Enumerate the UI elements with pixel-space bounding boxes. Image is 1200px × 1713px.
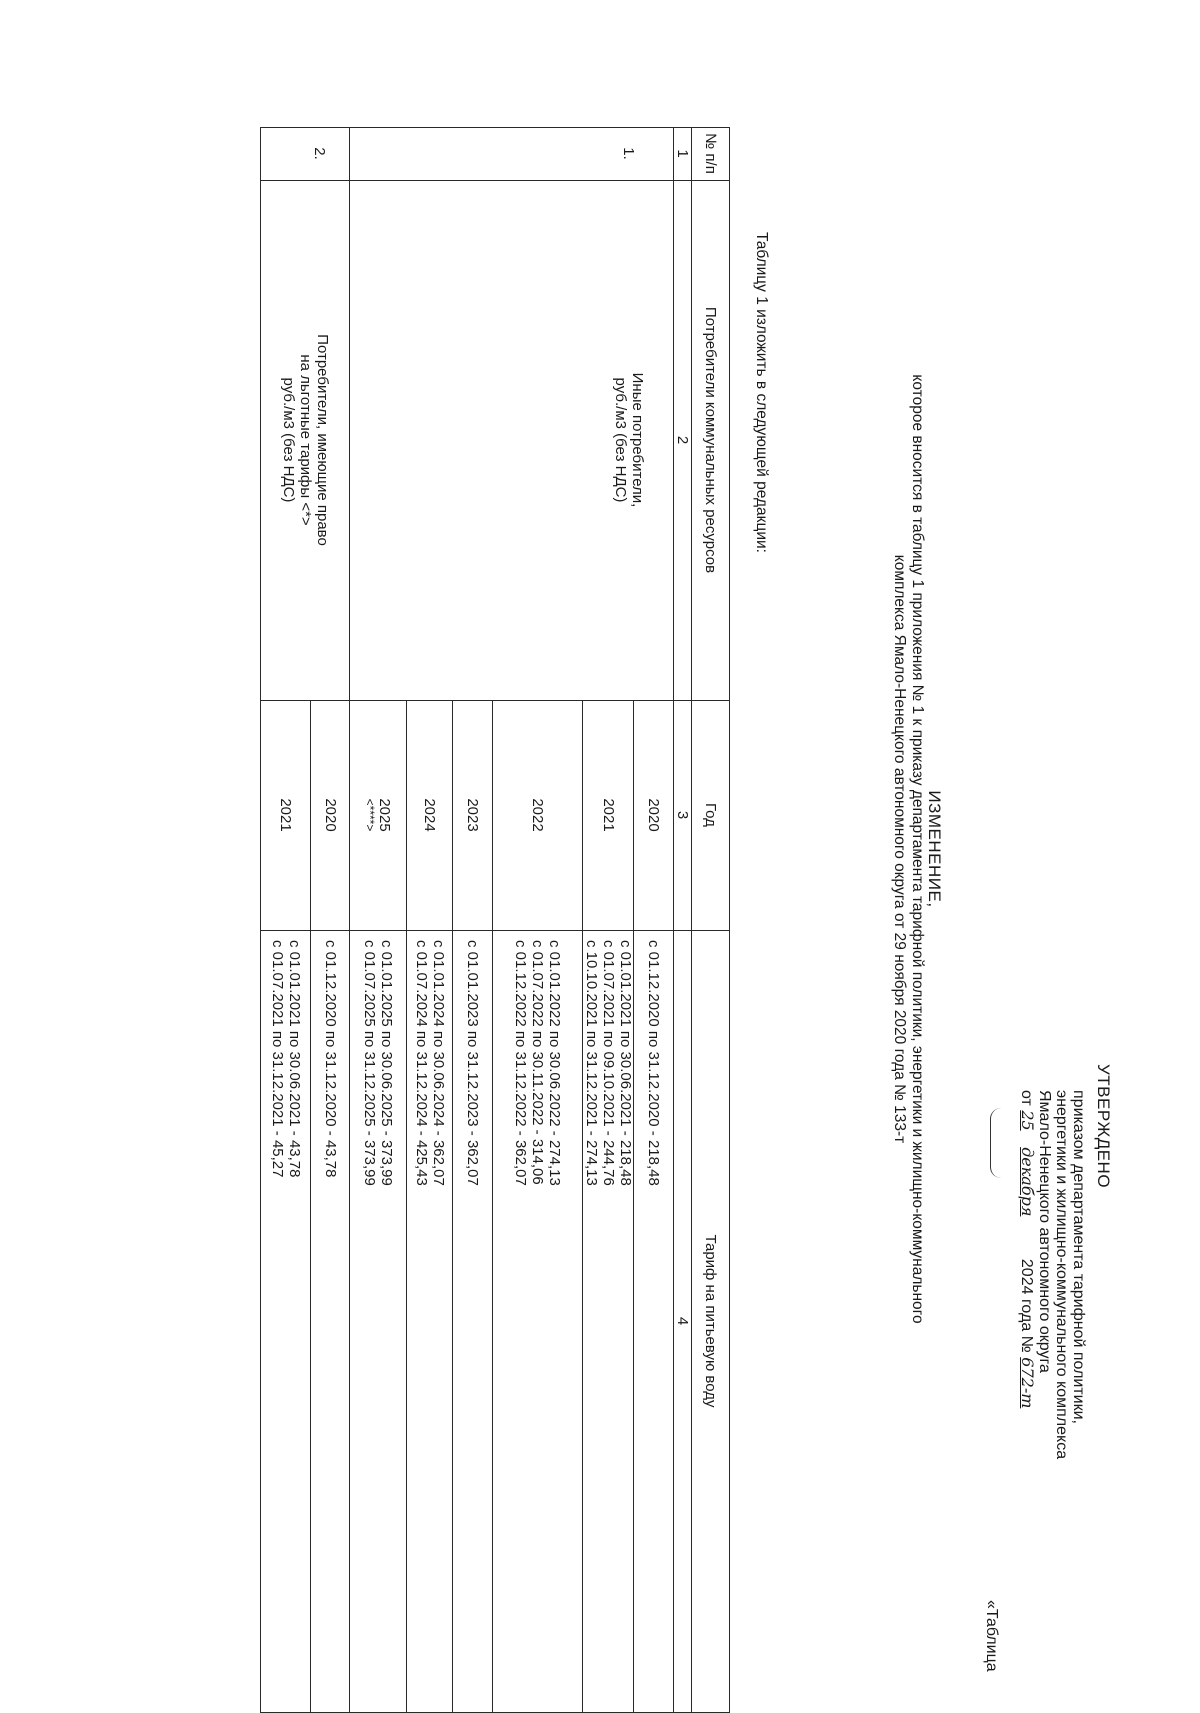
group-2-num: 2.	[311, 147, 329, 160]
table-row-year: 2020	[322, 798, 339, 832]
date-month: декабря	[1018, 1147, 1037, 1217]
header-year: Год	[702, 803, 720, 827]
table-row-tariff	[634, 940, 674, 1710]
tariff-line: с 01.12.2020 по 31.12.2020 - 43,78	[322, 940, 339, 1178]
group-1-label-line-1: Иные потребители,	[629, 372, 646, 508]
tariff-line: с 01.12.2022 по 31.12.2022 - 362,07	[512, 940, 530, 1186]
tariff-line: с 01.07.2021 по 31.12.2021 - 45,27	[269, 940, 286, 1178]
table-row-tariff	[407, 940, 453, 1710]
col-number-4: 4	[674, 1316, 692, 1326]
group-2-label	[261, 180, 350, 700]
approval-line-3: Ямало-Ненецкого автономного округа	[1036, 1090, 1053, 1373]
table-row-tariff	[453, 940, 493, 1710]
approval-date-line	[1018, 1090, 1036, 1408]
order-number: 672-т	[1018, 1357, 1037, 1409]
col-number-2: 2	[674, 435, 692, 445]
table-row-year	[350, 700, 407, 930]
approval-heading: УТВЕРЖДЕНО	[1094, 1064, 1113, 1189]
intro-text: Таблицу 1 изложить в следующей редакции:	[753, 232, 770, 553]
tariff-line: с 01.01.2025 по 30.06.2025 - 373,99	[378, 940, 396, 1186]
header-consumers: Потребители коммунальных ресурсов	[702, 306, 720, 574]
tariff-line: с 01.07.2024 по 31.12.2024 - 425,43	[413, 940, 430, 1186]
date-year: 2024 года №	[1018, 1258, 1035, 1353]
table-row-tariff	[311, 940, 350, 1710]
date-day: 25	[1018, 1110, 1037, 1131]
table-row-tariff	[350, 940, 407, 1710]
tariff-line: с 01.01.2023 по 31.12.2023 - 362,07	[464, 940, 482, 1186]
tariff-table	[260, 127, 730, 1713]
table-row-tariff	[583, 940, 634, 1710]
col-divider	[260, 930, 730, 931]
group-2-label-line-1: Потребители, имеющие право	[314, 334, 331, 546]
group-2-label-line-2: на льготные тарифы <*>	[297, 354, 314, 526]
group-1-num: 1.	[620, 147, 638, 160]
signature-mark	[990, 1108, 1001, 1178]
tariff-line: с 01.01.2021 по 30.06.2021 - 218,48	[617, 940, 634, 1186]
date-prefix: от	[1018, 1090, 1035, 1106]
tariff-line: с 01.01.2022 по 30.06.2022 - 274,13	[546, 940, 564, 1186]
subtitle-line-2: комплекса Ямало-Ненецкого автономного округа от 29 ноября 2020 года № 133-т	[891, 554, 908, 1144]
table-tag: «Таблица	[983, 1600, 1000, 1672]
table-row-year: 2023	[464, 798, 482, 832]
tariff-line: с 01.12.2020 по 31.12.2020 - 218,48	[645, 940, 663, 1186]
tariff-line: с 01.07.2025 по 31.12.2025 - 373,99	[361, 940, 379, 1186]
subtitle-line-1: которое вносится в таблицу 1 приложения № 1 к приказу департамента тарифной политики, энергетики и жилищно-коммунального	[909, 374, 926, 1324]
col-number-3: 3	[674, 810, 692, 820]
tariff-line: с 01.07.2021 по 09.10.2021 - 244,76	[600, 940, 617, 1186]
tariff-line: с 10.10.2021 по 31.12.2021 - 274,13	[583, 940, 600, 1186]
tariff-line: с 01.07.2022 по 30.11.2022 - 314,06	[529, 940, 547, 1185]
year-footnote: <****>	[363, 798, 378, 832]
group-2-label-line-3: руб./м3 (без НДС)	[280, 377, 297, 503]
table-row-tariff	[493, 940, 583, 1710]
group-1-label	[584, 180, 674, 700]
approval-line-1: приказом департамента тарифной политики,	[1070, 1090, 1087, 1424]
tariff-line: с 01.01.2024 по 30.06.2024 - 362,07	[430, 940, 447, 1186]
group-1-label-line-2: руб./м3 (без НДС)	[612, 377, 629, 503]
col-number-1: 1	[674, 149, 692, 158]
table-row-year: 2021	[600, 798, 617, 832]
document-subtitle	[890, 0, 926, 1698]
table-row-year: 2022	[529, 798, 547, 832]
header-tariff: Тариф на питьевую воду	[702, 1234, 720, 1408]
table-row-year: 2024	[421, 798, 439, 832]
header-num: № п/п	[702, 133, 720, 174]
document-title: ИЗМЕНЕНИЕ,	[925, 790, 944, 908]
table-row-year: 2021	[277, 798, 295, 832]
approval-line-2: энергетики и жилищно-коммунального комплекса	[1053, 1090, 1070, 1460]
table-row-tariff	[261, 940, 311, 1710]
table-row-year: 2020	[645, 798, 663, 832]
tariff-line: с 01.01.2021 по 30.06.2021 - 43,78	[286, 940, 303, 1178]
year-value: 2025	[376, 798, 394, 832]
